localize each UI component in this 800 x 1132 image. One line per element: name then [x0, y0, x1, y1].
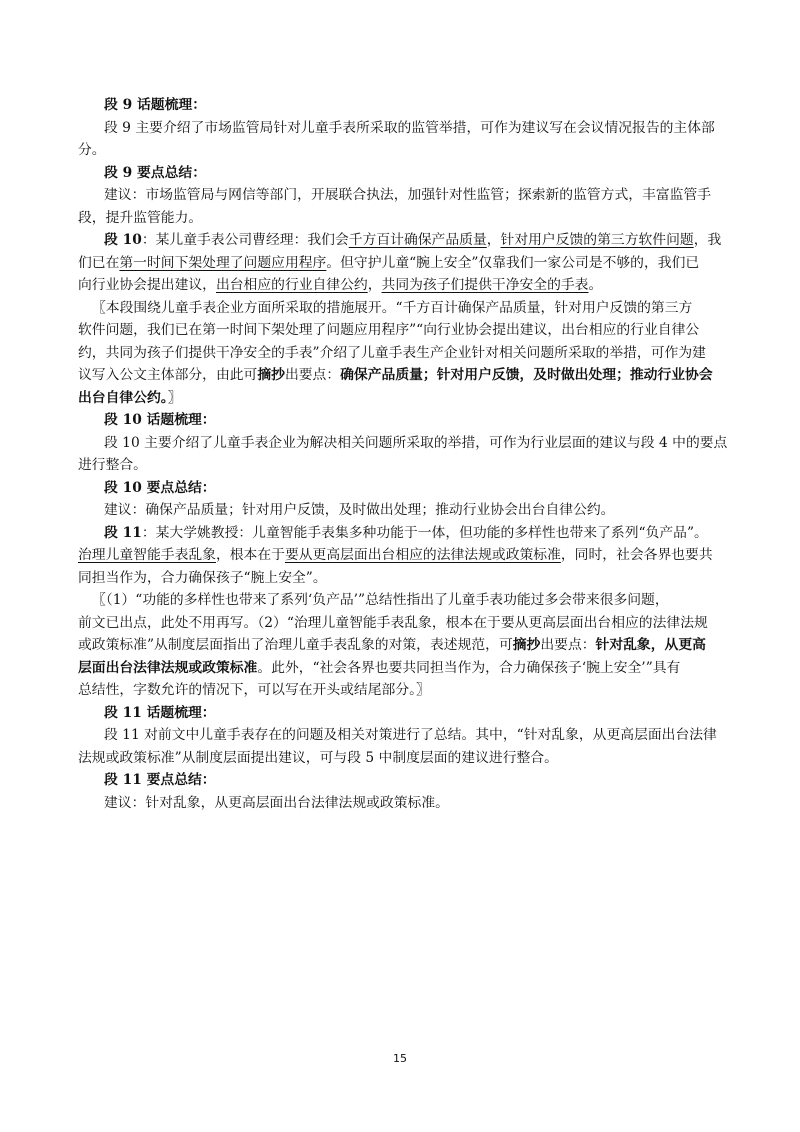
- text-run: 软件问题，我们已在第一时间下架处理了问题应用程序”“向行业协会提出建议，出台相应的行业自律公: [78, 322, 700, 338]
- section-heading-p10-topic: [78, 409, 728, 432]
- section-heading-p10-points: [78, 477, 728, 500]
- text-run: 段 10 主要介绍了儿童手表企业为解决相关问题所采取的举措，可作为行业层面的建议与段 4 中的要点: [104, 434, 728, 451]
- text-run: 或政策标准”从制度层面指出了治理儿童手表乱象的对策，表述规范，可: [78, 637, 513, 653]
- section-heading-p11-points: [78, 769, 728, 792]
- page-number: 15: [393, 1052, 407, 1065]
- text-run: 议写入公文主体部分，由此可: [78, 367, 258, 383]
- text-run: 总结性，字数允许的情况下，可以写在开头或结尾部分。〗: [78, 682, 430, 698]
- body-line: [78, 364, 728, 387]
- text-run: 段 9 要点总结：: [104, 164, 206, 181]
- body-line: [78, 184, 728, 207]
- underlined-phrase: 第一时间下架处理了问题应用程序: [119, 254, 327, 271]
- text-run: 。但守护儿童“腕上安全”仅靠我们一家公司是不够的，我们已: [326, 254, 700, 271]
- text-run: 〖（1）“功能的多样性也带来了系列‘负产品’”总结性指出了儿童手表功能过多会带来很多问题，: [92, 592, 669, 608]
- text-run: 段 11 对前文中儿童手表存在的问题及相关对策进行了总结。其中，“针对乱象，从更高层面出台法律: [104, 727, 717, 743]
- text-run: 同担当作为，合力确保孩子“腕上安全”。: [78, 569, 327, 586]
- text-run: 〖本段围绕儿童手表企业方面所采取的措施展开。“千方百计确保产品质量，针对用户反馈的第三方: [92, 299, 693, 316]
- page-body: [78, 94, 728, 814]
- text-run: ，: [486, 232, 501, 248]
- text-run: 建议：确保产品质量；针对用户反馈，及时做出处理；推动行业协会出台自律公约。: [104, 502, 615, 518]
- text-run: 建议：市场监管局与网信等部门，开展联合执法，加强针对性监管；探索新的监管方式，丰富监管手: [104, 187, 712, 203]
- text-run: 出要点：: [540, 637, 596, 653]
- bold-phrase: 摘抄: [257, 367, 285, 383]
- analysis-note-p10: [78, 297, 728, 320]
- body-line: [78, 567, 728, 590]
- body-line: [78, 117, 728, 140]
- text-run: ：某儿童手表公司曹经理：我们会: [141, 232, 349, 248]
- text-run: 们已在: [78, 254, 120, 271]
- text-run: 建议：针对乱象，从更高层面出台法律法规或政策标准。: [104, 794, 449, 811]
- body-line: [78, 207, 728, 230]
- text-run: ：某大学姚教授：儿童智能手表集多种功能于一体，但功能的多样性也带来了系列“负产品”。: [141, 524, 708, 541]
- body-line: [78, 342, 728, 365]
- body-line: [78, 792, 728, 815]
- bold-phrase: 摘抄: [512, 637, 541, 653]
- text-run: 段 10 要点总结：: [104, 479, 216, 496]
- text-run: 约，共同为孩子们提供干净安全的手表”介绍了儿童手表生产企业针对相关问题所采取的举措，可作为建: [78, 344, 706, 361]
- body-line: [78, 274, 728, 297]
- text-run: 出要点：: [284, 367, 341, 383]
- bold-phrase: 出台自律公约。: [78, 389, 168, 406]
- body-line: [78, 454, 728, 477]
- text-run: 〗: [167, 389, 182, 406]
- source-paragraph-p10: [78, 229, 728, 252]
- text-run: 分。: [78, 142, 106, 158]
- body-line: [78, 612, 728, 635]
- analysis-note-p11: [78, 589, 728, 612]
- text-run: 。: [588, 277, 603, 293]
- underlined-phrase: 共同为孩子们提供干净安全的手表: [381, 277, 589, 293]
- text-run: 段 9 话题梳理：: [104, 97, 206, 113]
- paragraph-label: 段 11: [104, 524, 142, 541]
- underlined-phrase: 针对用户反馈的第三方软件问题: [500, 232, 694, 248]
- text-run: ，我: [693, 232, 722, 248]
- text-run: 段 10 话题梳理：: [104, 412, 216, 428]
- body-line: [78, 319, 728, 342]
- text-run: ，: [367, 277, 382, 293]
- underlined-phrase: 千方百计确保产品质量: [348, 232, 487, 248]
- body-line: [78, 139, 728, 162]
- section-heading-p9-topic: [78, 94, 728, 117]
- text-run: 段 11 要点总结：: [104, 772, 216, 788]
- text-run: 段 11 话题梳理：: [104, 704, 216, 721]
- text-run: 向行业协会提出建议，: [78, 277, 216, 293]
- paragraph-label: 段 10: [104, 232, 142, 248]
- text-run: 段 9 主要介绍了市场监管局针对儿童手表所采取的监管举措，可作为建议写在会议情况报告的主体部: [104, 119, 715, 136]
- section-heading-p9-points: [78, 162, 728, 185]
- bold-phrase: 确保产品质量；针对用户反馈，及时做出处理；推动行业协会: [340, 367, 713, 383]
- body-line: [78, 544, 728, 567]
- section-heading-p11-topic: [78, 702, 728, 725]
- underlined-phrase: 要从更高层面出台相应的法律法规或政策标准: [284, 547, 561, 563]
- text-run: ，同时，社会各界也要共: [560, 547, 713, 563]
- text-run: 段，提升监管能力。: [78, 209, 203, 226]
- body-line: [78, 657, 728, 680]
- body-line: [78, 432, 728, 455]
- body-line: [78, 634, 728, 657]
- body-line: [78, 252, 728, 275]
- bold-phrase: 层面出台法律法规或政策标准: [78, 659, 258, 676]
- body-line: [78, 387, 728, 410]
- text-run: 。此外，“社会各界也要共同担当作为，合力确保孩子‘腕上安全’”具有: [257, 659, 681, 676]
- text-run: 进行整合。: [78, 457, 147, 473]
- body-line: [78, 724, 728, 747]
- underlined-phrase: 治理儿童智能手表乱象: [78, 547, 216, 563]
- bold-phrase: 针对乱象，从更高: [595, 637, 706, 653]
- text-run: ，根本在于: [215, 547, 285, 563]
- underlined-phrase: 出台相应的行业自律公约: [215, 277, 368, 293]
- body-line: [78, 499, 728, 522]
- text-run: 前文已出点，此处不用再写。（2）“治理儿童智能手表乱象，根本在于要从更高层面出台相应的法律法规: [78, 614, 708, 631]
- text-run: 法规或政策标准”从制度层面提出建议，可与段 5 中制度层面的建议进行整合。: [78, 749, 558, 766]
- source-paragraph-p11: [78, 522, 728, 545]
- body-line: [78, 747, 728, 770]
- body-line: [78, 679, 728, 702]
